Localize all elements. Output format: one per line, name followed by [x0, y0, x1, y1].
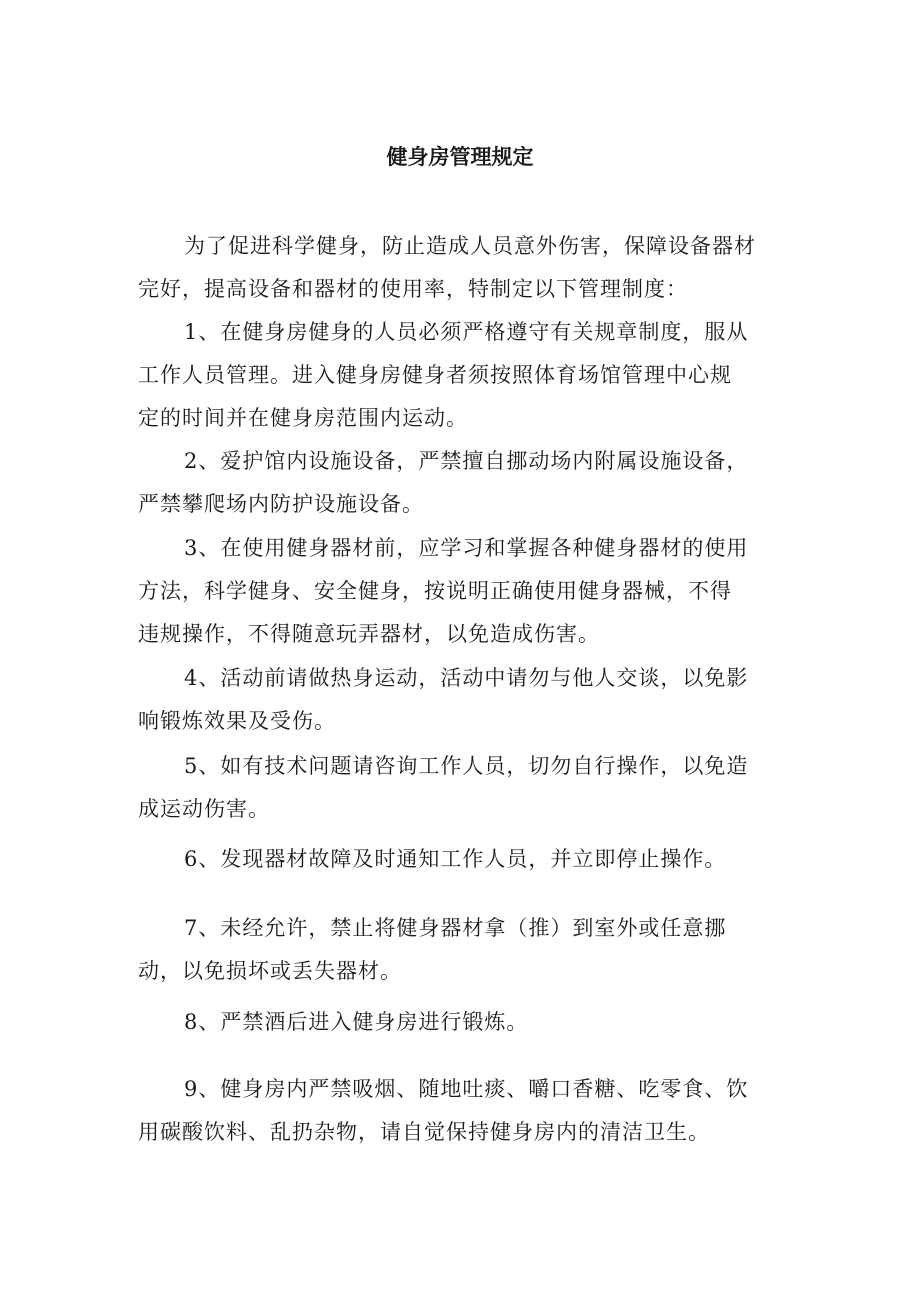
rule-1-line-2: 工作人员管理。进入健身房健身者须按照体育场馆管理中心规 — [138, 363, 732, 387]
intro-line-1: 为了促进科学健身，防止造成人员意外伤害，保障设备器材 — [184, 234, 756, 258]
rule-2-paragraph — [138, 440, 788, 526]
rule-3-paragraph — [138, 527, 788, 656]
rule-6-line-1: 6、发现器材故障及时通知工作人员，并立即停止操作。 — [184, 847, 727, 871]
rule-9-line-2: 用碳酸饮料、乱扔杂物，请自觉保持健身房内的清洁卫生。 — [138, 1120, 710, 1144]
rule-3-line-1: 3、在使用健身器材前，应学习和掌握各种健身器材的使用 — [184, 536, 749, 560]
page-title: 健身房管理规定 — [386, 144, 534, 169]
rule-8-line-1: 8、严禁酒后进入健身房进行锻炼。 — [184, 1010, 529, 1034]
rule-7-line-2: 动，以免损坏或丢失器材。 — [138, 959, 402, 983]
rule-5-line-1: 5、如有技术问题请咨询工作人员，切勿自行操作，以免造 — [184, 754, 749, 778]
rule-2-line-1: 2、爱护馆内设施设备，严禁擅自挪动场内附属设施设备， — [184, 449, 749, 473]
rule-5-paragraph — [138, 745, 788, 831]
rule-1-paragraph — [138, 311, 788, 440]
rule-6-paragraph — [138, 838, 788, 881]
rule-5-line-2: 成运动伤害。 — [138, 797, 270, 821]
rule-2-line-2: 严禁攀爬场内防护设施设备。 — [138, 492, 424, 516]
rule-9-paragraph — [138, 1068, 788, 1154]
rule-7-paragraph — [138, 907, 788, 993]
rule-3-line-3: 违规操作，不得随意玩弄器材，以免造成伤害。 — [138, 622, 600, 646]
intro-paragraph — [138, 225, 788, 311]
rule-1-line-3: 定的时间并在健身房范围内运动。 — [138, 406, 468, 430]
rule-4-line-1: 4、活动前请做热身运动，活动中请勿与他人交谈，以免影 — [184, 666, 749, 690]
rule-4-paragraph — [138, 657, 788, 743]
intro-line-2: 完好，提高设备和器材的使用率，特制定以下管理制度： — [138, 277, 688, 301]
rule-7-line-1: 7、未经允许，禁止将健身器材拿（推）到室外或任意挪 — [184, 916, 727, 940]
rule-4-line-2: 响锻炼效果及受伤。 — [138, 709, 336, 733]
rule-1-line-1: 1、在健身房健身的人员必须严格遵守有关规章制度，服从 — [184, 320, 749, 344]
rule-9-line-1: 9、健身房内严禁吸烟、随地吐痰、嚼口香糖、吃零食、饮 — [184, 1077, 749, 1101]
rule-8-paragraph — [138, 1001, 788, 1044]
rule-3-line-2: 方法，科学健身、安全健身，按说明正确使用健身器械，不得 — [138, 579, 732, 603]
